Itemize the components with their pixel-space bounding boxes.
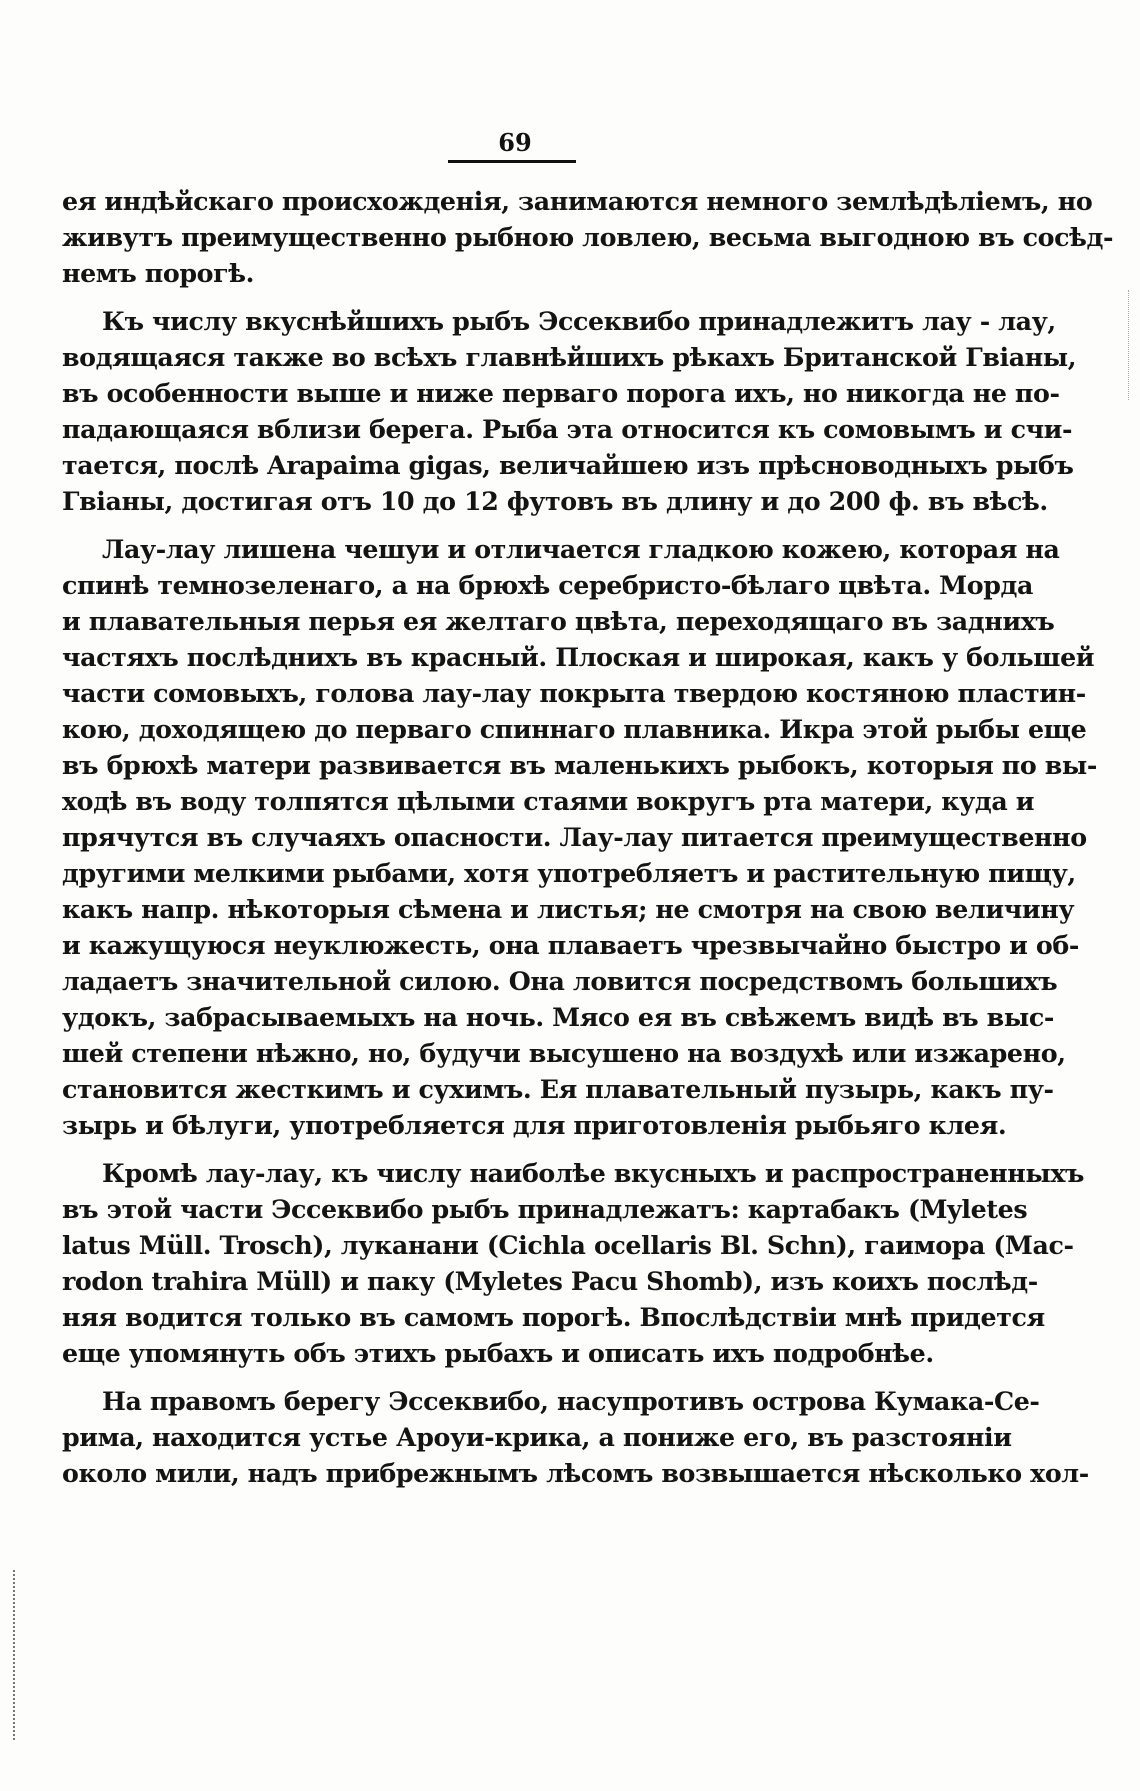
text-line: На правомъ берегу Эссеквибо, насупротивъ острова Кумака-Се- xyxy=(102,1386,1040,1416)
text-line: другими мелкими рыбами, хотя употребляетъ и растительную пищу, xyxy=(62,858,1076,888)
text-line: рима, находится устье Ароуи-крика, а пониже его, въ разстояніи xyxy=(62,1422,1012,1452)
text-line: няя водится только въ самомъ порогѣ. Впослѣдствіи мнѣ придется xyxy=(62,1302,1045,1332)
text-line: части сомовыхъ, голова лау-лау покрыта твердою костяною пластин- xyxy=(62,678,1086,708)
text-line: прячутся въ случаяхъ опасности. Лау-лау питается преимущественно xyxy=(62,822,1087,852)
text-line: въ брюхѣ матери развивается въ маленькихъ рыбокъ, которыя по вы- xyxy=(62,750,1097,780)
text-line: еще упомянуть объ этихъ рыбахъ и описать ихъ подробнѣе. xyxy=(62,1338,934,1368)
paragraph xyxy=(62,1383,1089,1491)
text-line: какъ напр. нѣкоторыя сѣмена и листья; не смотря на свою величину xyxy=(62,894,1075,924)
page-number: 69 xyxy=(498,128,532,157)
text-line: около мили, надъ прибрежнымъ лѣсомъ возвышается нѣсколько хол- xyxy=(62,1458,1089,1488)
text-line: Гвіаны, достигая отъ 10 до 12 футовъ въ длину и до 200 ф. въ вѣсѣ. xyxy=(62,486,1048,516)
text-line: водящаяся также во всѣхъ главнѣйшихъ рѣкахъ Британской Гвіаны, xyxy=(62,342,1077,372)
text-line: Лау-лау лишена чешуи и отличается гладкою кожею, которая на xyxy=(102,534,1060,564)
text-line: Къ числу вкуснѣйшихъ рыбъ Эссеквибо принадлежитъ лау - лау, xyxy=(102,306,1056,336)
text-line: ходѣ въ воду толпятся цѣлыми стаями вокругъ рта матери, куда и xyxy=(62,786,1035,816)
text-line: въ этой части Эссеквибо рыбъ принадлежатъ: картабакъ (Myletes xyxy=(62,1194,1028,1224)
text-line: удокъ, забрасываемыхъ на ночь. Мясо ея въ свѣжемъ видѣ въ выс- xyxy=(62,1002,1054,1032)
text-line: живутъ преимущественно рыбною ловлею, весьма выгодною въ сосѣд- xyxy=(62,222,1114,252)
text-line: ея индѣйскаго происхожденія, занимаются немного землѣдѣліемъ, но xyxy=(62,186,1093,216)
page-number-rule xyxy=(448,160,576,163)
text-line: шей степени нѣжно, но, будучи высушено на воздухѣ или изжарено, xyxy=(62,1038,1066,1068)
text-line: Кромѣ лау-лау, къ числу наиболѣе вкусныхъ и распространенныхъ xyxy=(102,1158,1085,1188)
body-text xyxy=(62,183,1114,1491)
paragraph xyxy=(62,531,1097,1143)
paragraph xyxy=(62,1155,1085,1371)
text-line: падающаяся вблизи берега. Рыба эта относится къ сомовымъ и счи- xyxy=(62,414,1073,444)
text-line: спинѣ темнозеленаго, а на брюхѣ серебристо-бѣлаго цвѣта. Морда xyxy=(62,570,1033,600)
text-line: кою, доходящею до перваго спиннаго плавника. Икра этой рыбы еще xyxy=(62,714,1087,744)
paragraph xyxy=(62,183,1114,291)
text-line: rodon trahira Müll) и паку (Myletes Pacu Shomb), изъ коихъ послѣд- xyxy=(62,1266,1038,1296)
text-line: latus Müll. Trosch), луканани (Cichla ocellaris Bl. Schn), гаимора (Mac- xyxy=(62,1230,1074,1260)
text-line: ладаетъ значительной силою. Она ловится посредствомъ большихъ xyxy=(62,966,1058,996)
text-line: и плавательныя перья ея желтаго цвѣта, переходящаго въ заднихъ xyxy=(62,606,1055,636)
text-line: немъ порогѣ. xyxy=(62,258,255,288)
paragraph xyxy=(62,303,1077,519)
text-line: въ особенности выше и ниже перваго порога ихъ, но никогда не по- xyxy=(62,378,1060,408)
text-line: зырь и бѣлуги, употребляется для приготовленія рыбьяго клея. xyxy=(62,1110,1007,1140)
text-line: тается, послѣ Arapaima gigas, величайшею изъ прѣсноводныхъ рыбъ xyxy=(62,450,1074,480)
text-line: частяхъ послѣднихъ въ красный. Плоская и широкая, какъ у большей xyxy=(62,642,1095,672)
text-line: становится жесткимъ и сухимъ. Ея плавательный пузырь, какъ пу- xyxy=(62,1074,1054,1104)
text-line: и кажущуюся неуклюжесть, она плаваетъ чрезвычайно быстро и об- xyxy=(62,930,1079,960)
scan-margin-mark-right xyxy=(1128,290,1131,400)
scan-margin-mark-left xyxy=(13,1570,17,1740)
